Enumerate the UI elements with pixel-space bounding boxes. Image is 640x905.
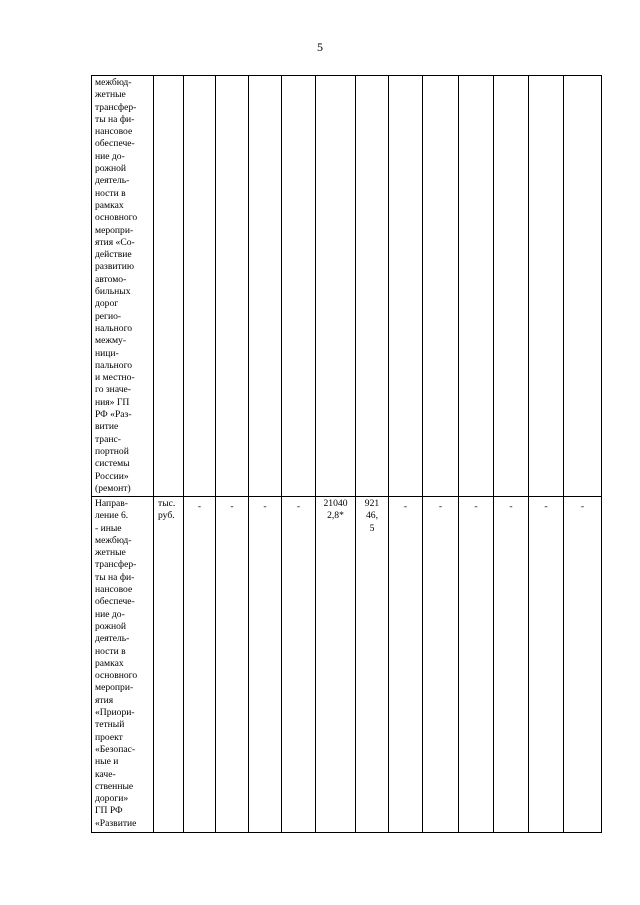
cell-text-line: ление 6. <box>95 510 129 522</box>
cell-text-line: 2,8* <box>327 510 344 522</box>
cell-text-line: - <box>230 501 234 512</box>
value-cell <box>184 76 216 497</box>
value-cell <box>316 497 356 833</box>
cell-text-line: 21040 <box>323 498 348 509</box>
cell-text-line: ятия <box>95 694 114 706</box>
cell-text-line: ние до- <box>95 150 125 162</box>
value-cell <box>282 497 316 833</box>
row-name-cell <box>92 497 154 833</box>
cell-text-line: трансфер- <box>95 559 137 571</box>
value-cell <box>494 497 529 833</box>
cell-text-line: ници- <box>95 347 119 359</box>
cell-text-line: «Безопас- <box>95 743 136 755</box>
cell-text-line: нансовое <box>95 584 133 596</box>
cell-text-line: дороги» <box>95 793 129 805</box>
cell-text-line: ты на фи- <box>95 113 135 125</box>
data-table <box>91 75 602 833</box>
cell-text-line: рожной <box>95 620 127 632</box>
cell-text-line: ности в <box>95 187 126 199</box>
cell-text-line: витие <box>95 421 119 433</box>
cell-text-line: межбюд- <box>95 77 132 88</box>
cell-text-line: - <box>296 501 301 512</box>
value-cell <box>459 76 494 497</box>
cell-text-line: транс- <box>95 433 121 445</box>
cell-text-line: ственные <box>95 780 134 792</box>
row-name-cell <box>92 76 154 497</box>
cell-text-line: рамках <box>95 199 124 211</box>
cell-text-line: - <box>544 501 548 512</box>
cell-text-line: - <box>509 501 513 512</box>
cell-text-line: и местно- <box>95 372 135 384</box>
cell-text-line: ГП РФ <box>95 805 123 817</box>
cell-text-line: основного <box>95 212 138 224</box>
cell-text-line: 5 <box>369 522 375 534</box>
cell-text-line: ные и <box>95 756 119 768</box>
cell-text-line: (ремонт) <box>95 482 131 494</box>
value-cell <box>249 76 282 497</box>
value-cell <box>356 497 389 833</box>
cell-text-line: РФ «Раз- <box>95 409 132 421</box>
cell-text-line: проект <box>95 731 123 743</box>
cell-text-line: 46, <box>366 510 378 522</box>
cell-text-line: ние до- <box>95 608 125 620</box>
value-cell <box>249 497 282 833</box>
cell-text-line: деятель- <box>95 175 130 187</box>
value-cell <box>282 76 316 497</box>
value-cell <box>423 76 459 497</box>
cell-text-line: тетный <box>95 719 125 731</box>
cell-text-line: России» <box>95 470 129 482</box>
value-cell <box>184 497 216 833</box>
cell-text-line: бильных <box>95 286 131 298</box>
cell-text-line: тыс. <box>158 498 176 509</box>
cell-text-line: системы <box>95 458 130 470</box>
value-cell <box>564 76 602 497</box>
cell-text-line: «Приори- <box>95 707 135 719</box>
cell-text-line: дорог <box>95 298 119 310</box>
cell-text-line: - <box>438 501 443 512</box>
value-cell <box>423 497 459 833</box>
cell-text-line: руб. <box>158 510 175 522</box>
cell-text-line: - <box>474 501 478 512</box>
cell-text-line: межму- <box>95 335 127 347</box>
cell-text-line: рамках <box>95 657 124 669</box>
cell-text-line: го значе- <box>95 384 131 396</box>
cell-text-line: портной <box>95 445 129 457</box>
cell-text-line: нансовое <box>95 126 133 138</box>
cell-text-line: обеспече- <box>95 138 135 150</box>
value-cell <box>529 497 564 833</box>
cell-text-line: нального <box>95 322 133 334</box>
unit-cell <box>154 497 184 833</box>
value-cell <box>216 497 249 833</box>
cell-text-line: меропри- <box>95 682 134 694</box>
table-row <box>92 76 602 497</box>
cell-text-line: ния» ГП <box>95 396 130 408</box>
cell-text-line: «Развитие <box>95 817 137 829</box>
value-cell <box>564 497 602 833</box>
value-cell <box>356 76 389 497</box>
cell-text-line: действие <box>95 249 132 261</box>
cell-text-line: основного <box>95 670 138 682</box>
cell-text-line: ности в <box>95 645 126 657</box>
cell-text-line: ятия «Со- <box>95 236 135 248</box>
cell-text-line: рожной <box>95 163 127 175</box>
cell-text-line: Направ- <box>95 498 128 509</box>
cell-text-line: - <box>580 501 585 512</box>
cell-text-line: ты на фи- <box>95 571 135 583</box>
cell-text-line: пального <box>95 359 133 371</box>
value-cell <box>494 76 529 497</box>
cell-text-line: 921 <box>364 498 380 509</box>
value-cell <box>529 76 564 497</box>
value-cell <box>389 497 423 833</box>
cell-text-line: деятель- <box>95 633 130 645</box>
page-number: 5 <box>317 40 323 54</box>
cell-text-line: меропри- <box>95 224 134 236</box>
value-cell <box>316 76 356 497</box>
cell-text-line: межбюд- <box>95 534 132 546</box>
unit-cell <box>154 76 184 497</box>
cell-text-line: - <box>403 501 408 512</box>
table-row <box>92 497 602 833</box>
cell-text-line: жетные <box>95 547 126 559</box>
value-cell <box>459 497 494 833</box>
cell-text-line: регио- <box>95 310 122 322</box>
cell-text-line: трансфер- <box>95 101 137 113</box>
cell-text-line: - <box>263 501 267 512</box>
cell-text-line: автомо- <box>95 273 127 285</box>
cell-text-line: - иные <box>95 522 122 534</box>
cell-text-line: обеспече- <box>95 596 135 608</box>
cell-text-line: жетные <box>95 89 126 101</box>
cell-text-line: развитию <box>95 261 135 273</box>
cell-text-line: - <box>197 501 202 512</box>
value-cell <box>389 76 423 497</box>
cell-text-line: каче- <box>95 768 116 780</box>
value-cell <box>216 76 249 497</box>
